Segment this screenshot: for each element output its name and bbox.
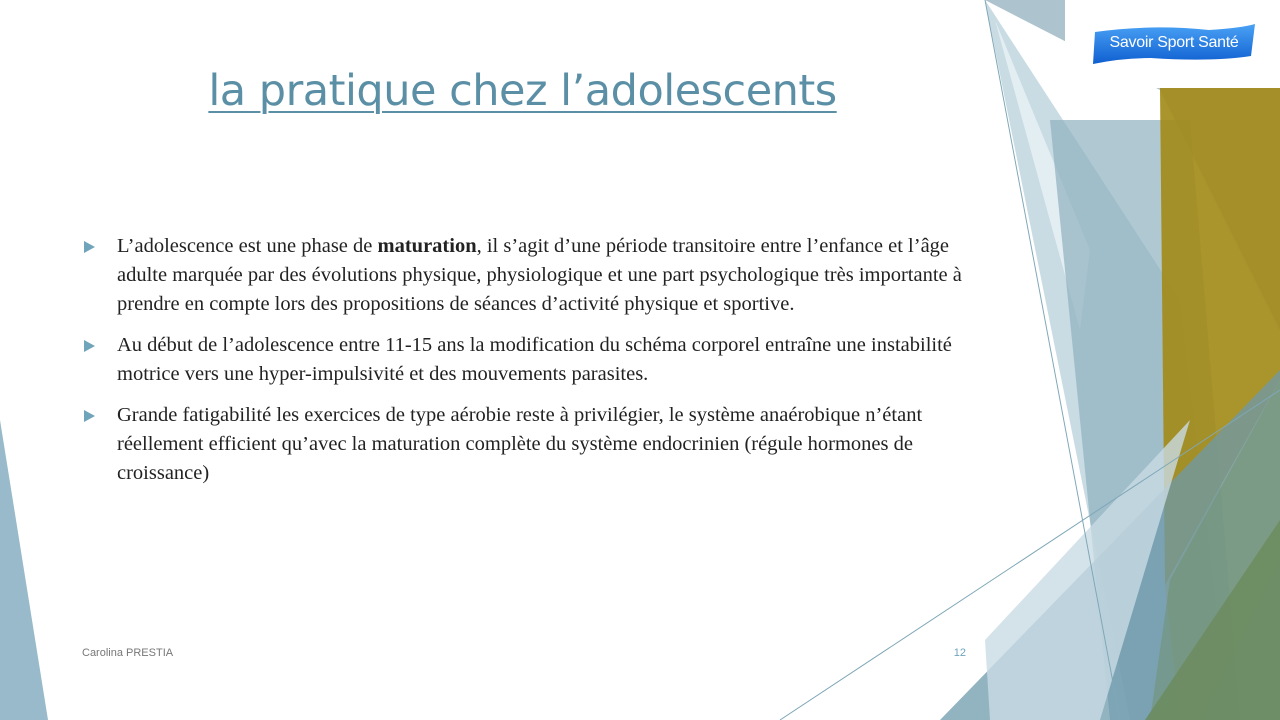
savoir-sport-sante-logo [1091, 22, 1257, 68]
triangle-bullet-icon [84, 410, 95, 422]
bullet-list [82, 232, 962, 500]
logo-container [1065, 0, 1280, 88]
slide-title: la pratique chez l’adolescents [208, 66, 837, 116]
footer-author: Carolina PRESTIA [82, 647, 174, 659]
bullet-text: L’adolescence est une phase de [117, 235, 378, 257]
left-edge-triangle [0, 420, 48, 720]
triangle-bullet-icon [84, 241, 95, 253]
bullet-item [82, 401, 962, 488]
bullet-item [82, 232, 962, 319]
bullet-bold-text: maturation [377, 235, 477, 257]
slide-number: 12 [953, 647, 966, 659]
bullet-text: Au début de l’adolescence entre 11-15 ans la modification du schéma corporel entraîne une instabilité motrice vers une hyper-impulsivité et des mouvements parasites. [117, 334, 952, 385]
triangle-bullet-icon [84, 340, 95, 352]
logo-text: Savoir Sport Santé [1109, 34, 1239, 51]
bullet-text: Grande fatigabilité les exercices de type aérobie reste à privilégier, le système anaérobique n’étant réellement efficient qu’avec la maturation complète du système endocrinien (régule hormones de croissance) [117, 404, 923, 484]
bullet-item [82, 331, 962, 389]
bullet-text-continued: , il s’agit d’une période transitoire entre l’enfance et l’âge adulte marquée par des évolutions physique, physiologique et une part psychologique très importante à prendre en compte lors des propositions de séances d’activité physique et sportive. [117, 235, 962, 315]
